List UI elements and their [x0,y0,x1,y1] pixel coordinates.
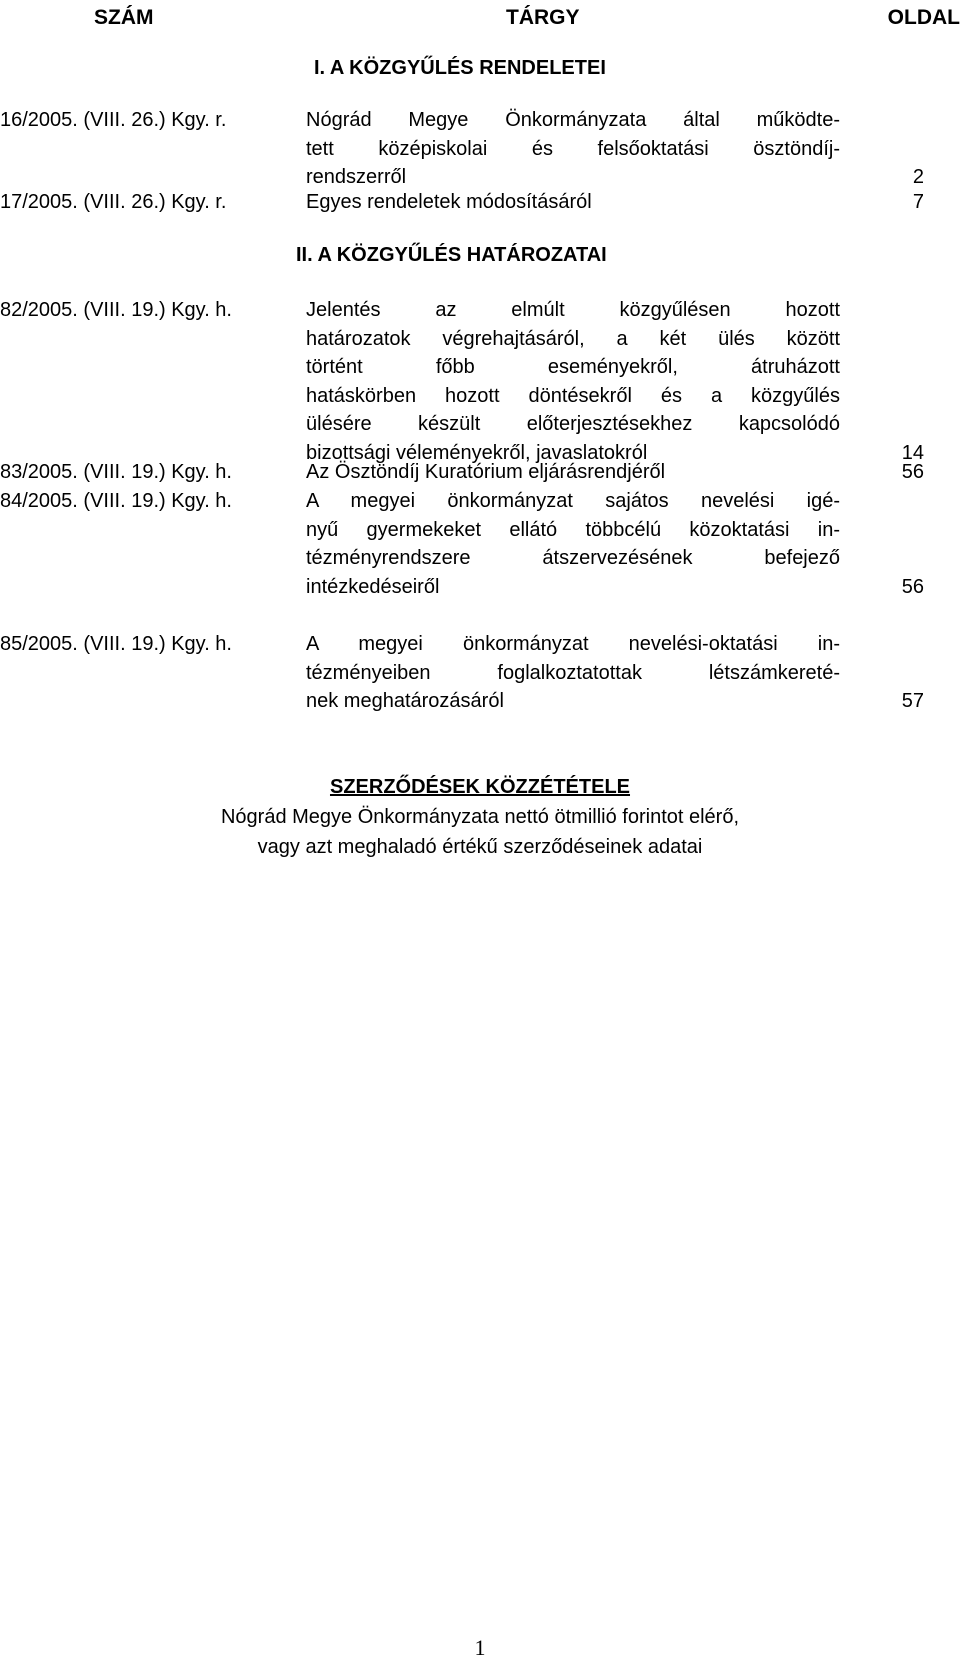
entry-page: 57 [901,690,924,713]
entry-subject-line: tézményrendszere átszervezésének befejező [306,547,840,570]
entry-subject [306,188,840,217]
number-column-header: SZÁM [94,6,154,29]
entry-number: 16/2005. (VIII. 26.) Kgy. r. [0,109,227,131]
entry-subject-line: A megyei önkormányzat sajátos nevelési igé- [306,490,840,512]
entry-subject-line: A megyei önkormányzat nevelési-oktatási in- [306,633,840,655]
section-title-regulations: I. A KÖZGYŰLÉS RENDELETEI [314,57,606,79]
entry-subject-line: rendszerről [306,166,407,189]
entry-subject-line: tett középiskolai és felsőoktatási ösztöndíj- [306,137,840,160]
entry-subject-line: tézményeiben foglalkoztatottak létszámkereté- [306,661,840,684]
entry-number: 84/2005. (VIII. 19.) Kgy. h. [0,490,232,512]
entry-subject-line: Egyes rendeletek módosításáról [306,191,592,213]
page-column-header: OLDAL [887,6,960,29]
entry-subject-line: bizottsági véleményekről, javaslatokról [306,441,648,464]
entry-subject [306,630,840,716]
entry-number: 82/2005. (VIII. 19.) Kgy. h. [0,299,232,321]
entry-page: 56 [901,461,924,483]
entry-page: 7 [912,191,924,213]
entry-subject-line: Jelentés az elmúlt közgyűlésen hozott [306,299,840,321]
entry-subject-line: történt főbb eseményekről, átruházott [306,356,840,379]
contracts-block [0,772,960,862]
entry-subject-line: nyű gyermekeket ellátó többcélú közoktatási in- [306,518,840,541]
entry-subject-line: nek meghatározásáról [306,690,504,713]
entry-subject-line: Nógrád Megye Önkormányzata által működte- [306,109,840,131]
entry-subject-line: határozatok végrehajtásáról, a két ülés között [306,327,840,350]
entry-subject [306,296,840,468]
contracts-title: SZERZŐDÉSEK KÖZZÉTÉTELE [329,776,631,798]
entry-subject-line: Az Ösztöndíj Kuratórium eljárásrendjéről [306,461,666,483]
entry-subject [306,458,840,487]
entry-number: 83/2005. (VIII. 19.) Kgy. h. [0,461,232,483]
entry-number: 17/2005. (VIII. 26.) Kgy. r. [0,191,227,213]
contracts-description-line: vagy azt meghaladó értékű szerződéseinek adatai [257,836,703,858]
entry-page: 56 [901,575,924,598]
entry-subject [306,106,840,192]
entry-page: 2 [912,166,924,189]
section-title-resolutions: II. A KÖZGYŰLÉS HATÁROZATAI [296,244,607,266]
subject-column-header: TÁRGY [506,6,580,29]
entry-subject-line: ülésére készült előterjesztésekhez kapcsolódó [306,413,840,436]
contracts-description-line: Nógrád Megye Önkormányzata nettó ötmillió forintot elérő, [220,806,740,828]
entry-subject-line: hatáskörben hozott döntésekről és a közgyűlés [306,384,840,407]
entry-page: 14 [901,442,924,464]
page-number: 1 [474,1635,486,1660]
entry-subject-line: intézkedéseiről [306,575,440,598]
entry-subject [306,487,840,601]
entry-number: 85/2005. (VIII. 19.) Kgy. h. [0,633,232,655]
